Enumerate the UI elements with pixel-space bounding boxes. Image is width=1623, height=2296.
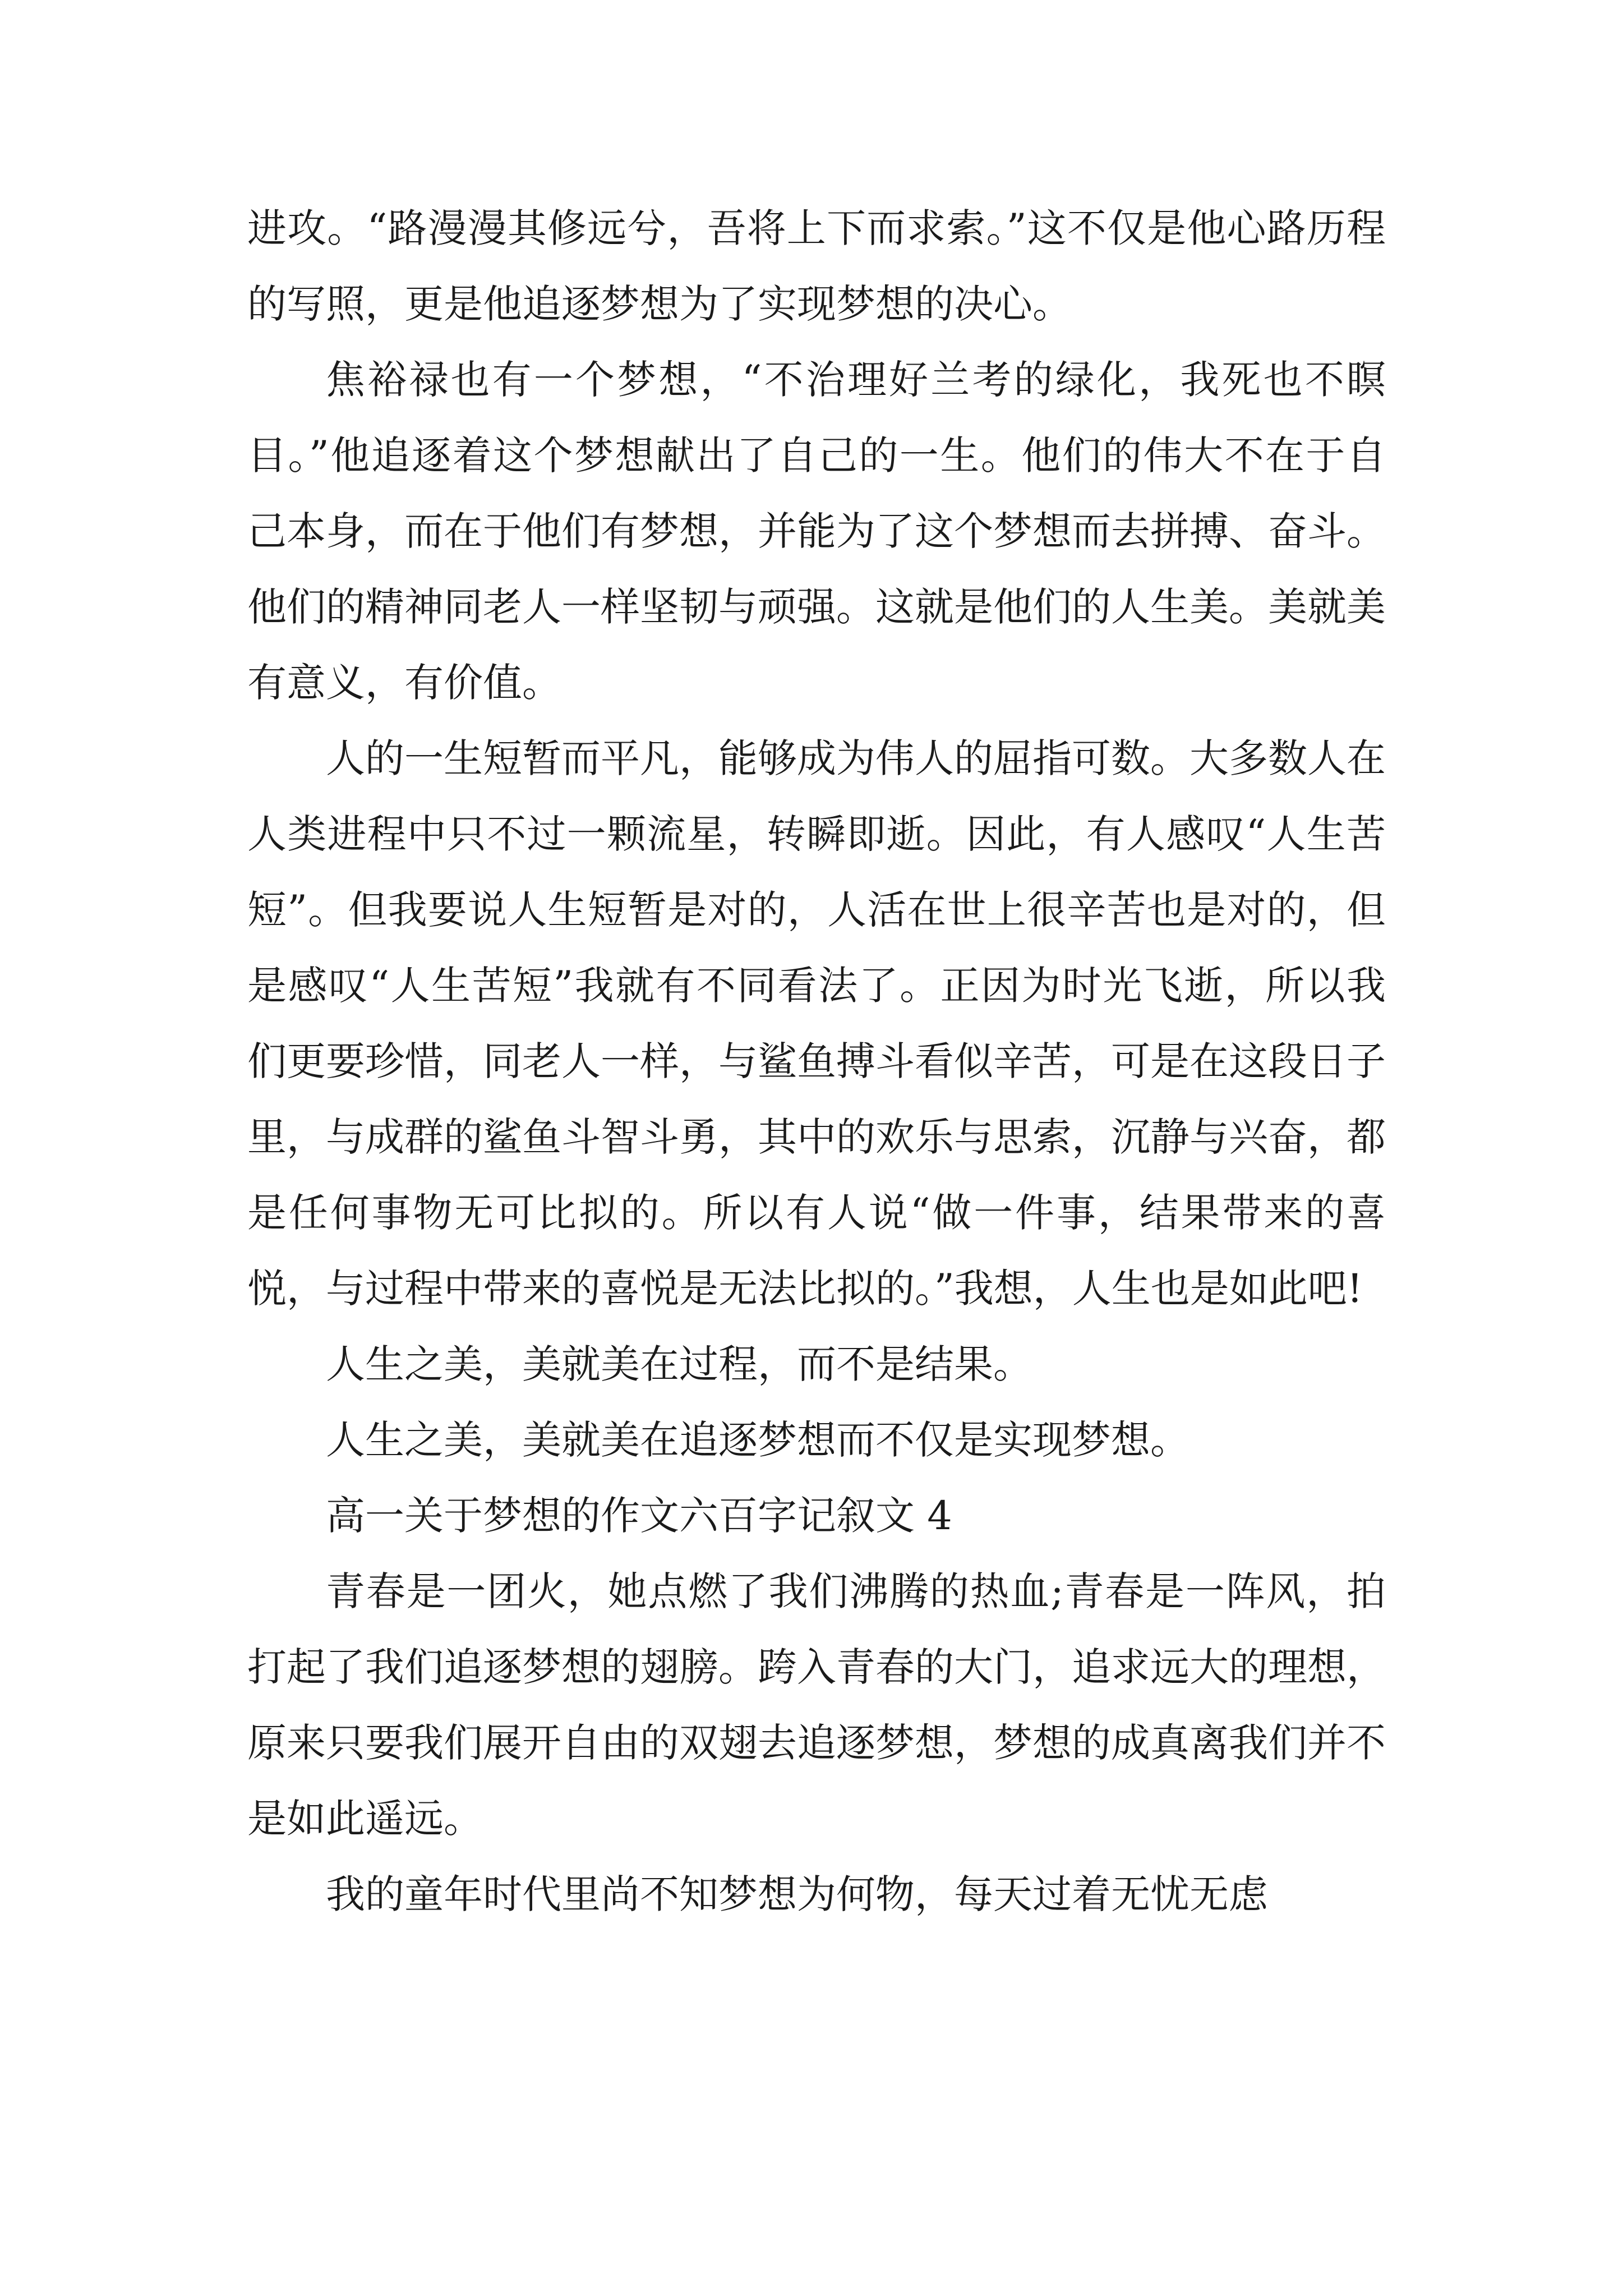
paragraph: 我的童年时代里尚不知梦想为何物，每天过着无忧无虑 <box>326 1871 1268 1917</box>
paragraph: 青春是一团火，她点燃了我们沸腾的热血;青春是一阵风，拍打起了我们追逐梦想的翅膀。跨入青春的大门，追求远大的理想，原来只要我们展开自由的双翅去追逐梦想，梦想的成真离我们并不是如此遥远。 <box>247 1568 1386 1842</box>
section-heading: 高一关于梦想的作文六百字记叙文 4 <box>326 1493 952 1539</box>
paragraph: 人生之美，美就美在追逐梦想而不仅是实现梦想。 <box>326 1417 1189 1463</box>
paragraph: 人的一生短暂而平凡，能够成为伟人的屈指可数。大多数人在人类进程中只不过一颗流星，转瞬即逝。因此，有人感叹“人生苦短”。但我要说人生短暂是对的，人活在世上很辛苦也是对的，但是感叹“人生苦短”我就有不同看法了。正因为时光飞逝，所以我们更要珍惜，同老人一样，与鲨鱼搏斗看似辛苦，可是在这段日子里，与成群的鲨鱼斗智斗勇，其中的欢乐与思索，沉静与兴奋，都是任何事物无可比拟的。所以有人说“做一件事，结果带来的喜悦，与过程中带来的喜悦是无法比拟的。”我想，人生也是如此吧! <box>247 735 1386 1312</box>
document-body <box>247 191 1386 1932</box>
paragraph: 人生之美，美就美在过程，而不是结果。 <box>326 1341 1032 1387</box>
paragraph: 焦裕禄也有一个梦想，“不治理好兰考的绿化，我死也不瞑目。”他追逐着这个梦想献出了自己的一生。他们的伟大不在于自己本身，而在于他们有梦想，并能为了这个梦想而去拼搏、奋斗。他们的精神同老人一样坚韧与顽强。这就是他们的人生美。美就美有意义，有价值。 <box>247 357 1386 706</box>
paragraph-continuation: 进攻。“路漫漫其修远兮，吾将上下而求索。”这不仅是他心路历程的写照，更是他追逐梦想为了实现梦想的决心。 <box>247 205 1386 327</box>
